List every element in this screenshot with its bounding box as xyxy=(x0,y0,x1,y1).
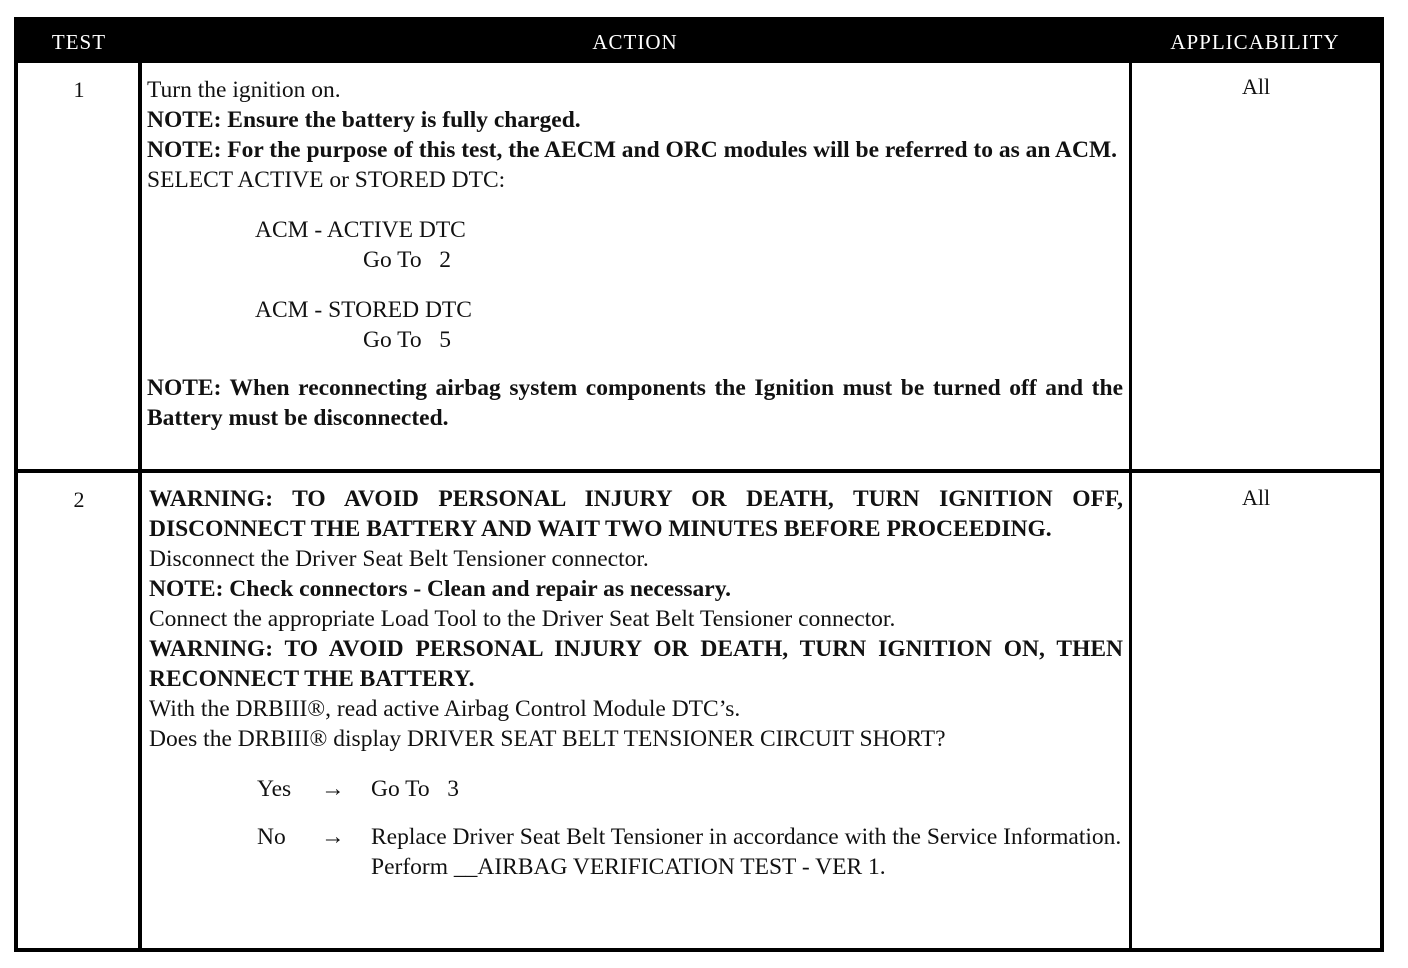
header-applicability: APPLICABILITY xyxy=(1170,30,1340,54)
test-number: 2 xyxy=(73,487,85,512)
yes-option xyxy=(149,774,1123,804)
table-header xyxy=(18,21,1380,63)
instruction-line: Disconnect the Driver Seat Belt Tensioner connector. xyxy=(149,546,649,572)
option-label: ACM - ACTIVE DTC xyxy=(255,217,466,243)
goto-link[interactable]: Go To 3 xyxy=(371,776,460,802)
header-action: ACTION xyxy=(592,30,678,54)
action-cell xyxy=(147,75,1123,433)
applicability-value: All xyxy=(1241,485,1271,510)
instruction-line: Turn the ignition on. xyxy=(147,77,341,103)
option-label: ACM - STORED DTC xyxy=(255,297,472,323)
instruction-line: Connect the appropriate Load Tool to the Driver Seat Belt Tensioner connector. xyxy=(149,606,896,632)
warning-line: WARNING: TO AVOID PERSONAL INJURY OR DEATH, TURN IGNITION ON, THEN RECONNECT THE BATTERY. xyxy=(149,636,1123,692)
note-line: NOTE: When reconnecting airbag system components the Ignition must be turned off and the Battery must be disconnected. xyxy=(147,375,1123,431)
instruction-line: With the DRBIII®, read active Airbag Control Module DTC’s. xyxy=(149,696,741,722)
note-line: NOTE: Ensure the battery is fully charged. xyxy=(147,107,581,133)
test-number: 1 xyxy=(73,77,85,102)
arrow-right-icon: → xyxy=(321,824,345,850)
header-test: TEST xyxy=(51,30,107,54)
note-line: NOTE: Check connectors - Clean and repair as necessary. xyxy=(149,576,732,602)
diagnostic-table xyxy=(14,17,1384,952)
no-label: No xyxy=(257,824,286,850)
row-divider xyxy=(18,469,1380,473)
goto-link[interactable]: Go To 5 xyxy=(363,327,452,353)
applicability-value: All xyxy=(1241,74,1271,99)
no-instruction: Replace Driver Seat Belt Tensioner in accordance with the Service Information. xyxy=(371,824,1122,850)
warning-line: WARNING: TO AVOID PERSONAL INJURY OR DEATH, TURN IGNITION OFF, DISCONNECT THE BATTERY AND WAIT TWO MINUTES BEFORE PROCEEDING. xyxy=(149,486,1123,542)
instruction-line: SELECT ACTIVE or STORED DTC: xyxy=(147,167,506,193)
verification-link[interactable]: Perform __AIRBAG VERIFICATION TEST - VER 1. xyxy=(371,854,886,880)
goto-link[interactable]: Go To 2 xyxy=(363,247,452,273)
question-line: Does the DRBIII® display DRIVER SEAT BELT TENSIONER CIRCUIT SHORT? xyxy=(149,726,946,752)
action-cell xyxy=(149,484,1123,882)
note-line: NOTE: For the purpose of this test, the AECM and ORC modules will be referred to as an ACM. xyxy=(147,137,1118,163)
no-option xyxy=(149,822,1123,882)
yes-label: Yes xyxy=(257,776,292,802)
arrow-right-icon: → xyxy=(321,776,345,802)
